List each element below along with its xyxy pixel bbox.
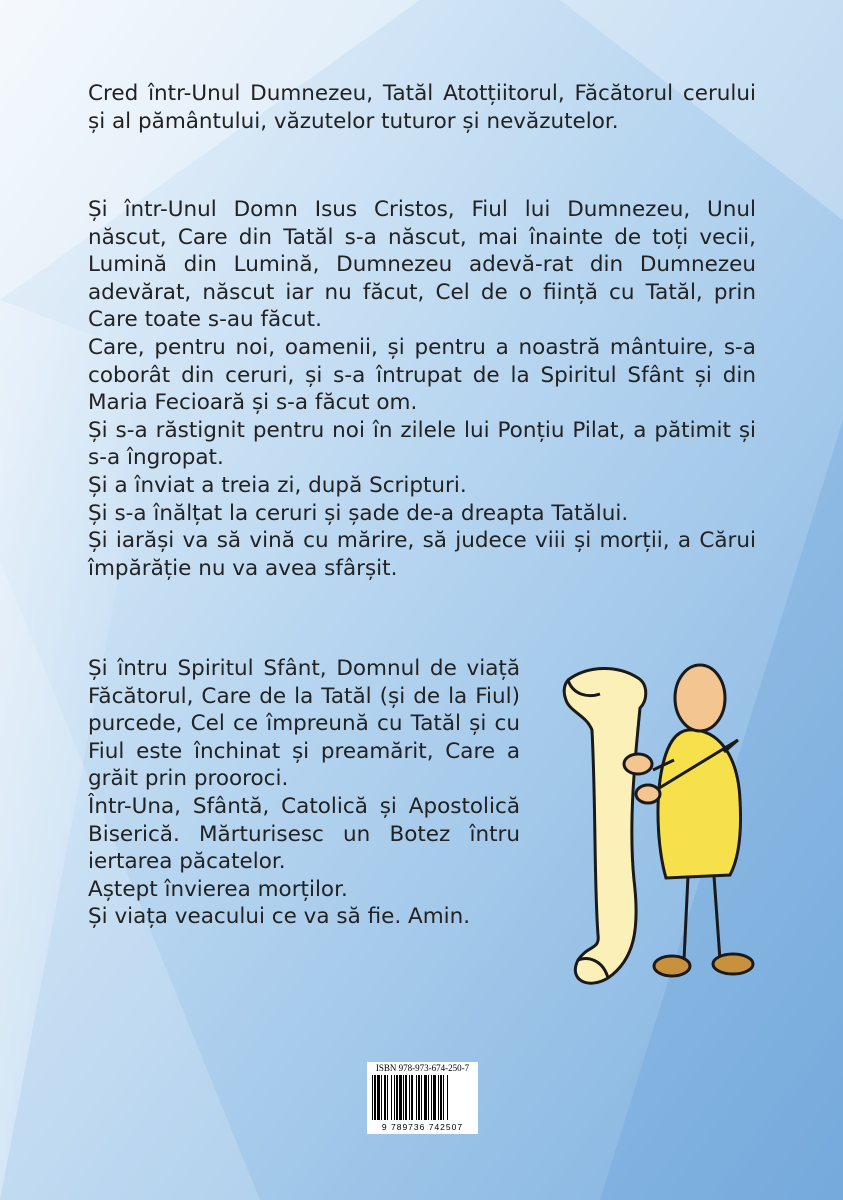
figure-shoe xyxy=(654,956,690,976)
creed-line: Și s-a înălțat la ceruri și șade de-a dreapta Tatălui. xyxy=(88,500,629,526)
barcode xyxy=(367,1062,478,1134)
barcode-number: 9 789736 742507 xyxy=(381,1122,464,1132)
creed-paragraph-3 xyxy=(88,655,520,931)
creed-paragraph-1: Cred într-Unul Dumnezeu, Tatăl Atotțiitorul, Făcătorul cerului și al pământului, văzutelor tuturor și nevăzutelor. xyxy=(88,81,756,134)
isbn-label: ISBN 978-973-674-250-7 xyxy=(375,1063,470,1073)
figure-head xyxy=(675,665,725,731)
creed-line: Și întru Spiritul Sfânt, Domnul de viață Făcătorul, Care de la Tatăl (și de la Fiul) purcede, Cel ce împreună cu Tatăl și cu Fiul este închinat și preamărit, Care a grăit prin prooroci. xyxy=(88,656,520,792)
creed-line: Și într-Unul Domn Isus Cristos, Fiul lui Dumnezeu, Unul născut, Care din Tatăl s-a născut, mai înainte de toți vecii, Lumină din Lumină, Dumnezeu adevă-rat din Dumnezeu adevărat, născut iar nu făcut, Cel de o ființă cu Tatăl, prin Care toate s-au făcut. xyxy=(88,197,756,333)
creed-line: Și a înviat a treia zi, după Scripturi. xyxy=(88,472,467,498)
barcode-bars xyxy=(370,1075,475,1122)
scroll-icon xyxy=(564,668,646,983)
creed-line: Și viața veacului ce va să fie. Amin. xyxy=(88,904,471,930)
figure-hand xyxy=(624,754,652,774)
creed-line: Care, pentru noi, oamenii, și pentru a noastră mântuire, s-a coborât din ceruri, și s-a întrupat de la Spiritul Sfânt și din Maria Fecioară și s-a făcut om. xyxy=(88,334,756,416)
creed-line: Într-Una, Sfântă, Catolică și Apostolică Biserică. Mărturisesc un Botez întru iertarea păcatelor. xyxy=(88,793,520,875)
figure-body xyxy=(658,730,741,878)
figure-shoe xyxy=(713,954,753,974)
creed-paragraph-2 xyxy=(88,196,756,582)
creed-line: Și s-a răstignit pentru noi în zilele lui Ponțiu Pilat, a pătimit și s-a îngropat. xyxy=(88,417,756,471)
creed-line: Și iarăși va să vină cu mărire, să judece viii și morții, a Cărui împărăție nu va avea sfârșit. xyxy=(88,528,756,581)
creed-line: Aștept învierea morților. xyxy=(88,876,348,902)
figure-with-scroll-illustration xyxy=(548,660,763,990)
figure-hand xyxy=(636,785,660,803)
